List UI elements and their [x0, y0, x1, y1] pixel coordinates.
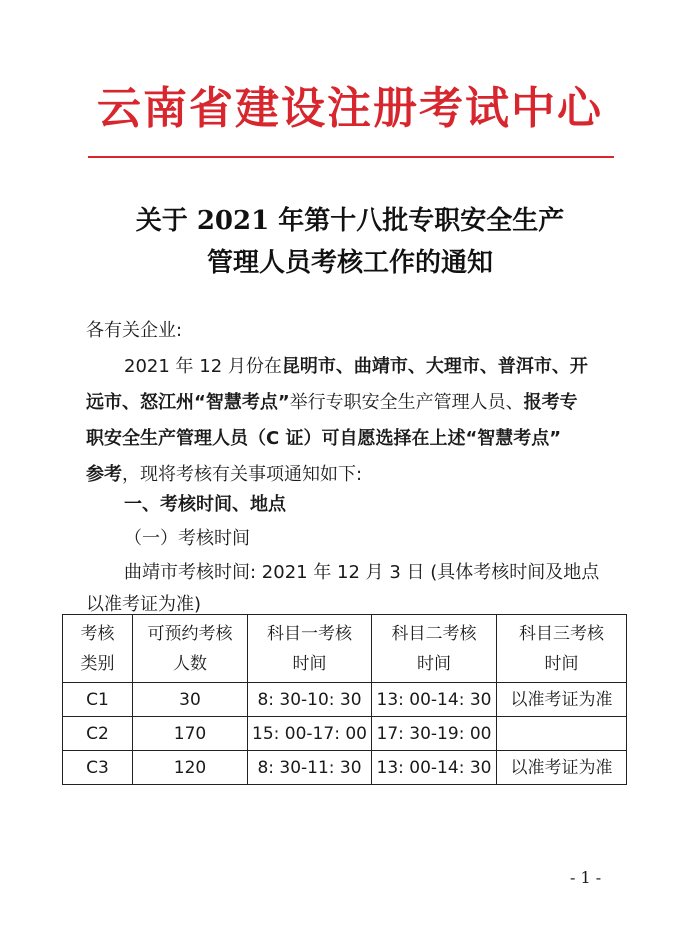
p1-text: 2021 年 12 月份在 [124, 356, 282, 377]
section-1-heading: 一、考核时间、地点 [124, 494, 286, 515]
exam-time-note: 曲靖市考核时间: 2021 年 12 月 3 日 (具体考核时间及地点 [124, 562, 600, 583]
page-number: - 1 - [570, 868, 602, 887]
p1-cities: 昆明市、曲靖市、大理市、普洱市、开 [281, 356, 588, 377]
p1-bold-2: 报考专 [523, 392, 578, 413]
p1-text-4: ，现将考核有关事项通知如下: [122, 464, 363, 485]
table-row: C1 30 8: 30-10: 30 13: 00-14: 30 以准考证为准 [63, 683, 627, 717]
paragraph-line-4 [86, 460, 362, 486]
subsection-1-heading: （一）考核时间 [124, 528, 250, 549]
p1-text-2: 举行专职安全生产管理人员、 [289, 392, 524, 413]
salutation: 各有关企业: [86, 320, 183, 341]
p1-bold-4: 参考 [86, 464, 122, 485]
paragraph-line-3: 职安全生产管理人员（C 证）可自愿选择在上述“智慧考点” [86, 428, 562, 449]
paragraph-line-2 [86, 388, 578, 414]
p1-cities-cont: 远市、怒江州“智慧考点” [86, 392, 290, 413]
document-title-line-2: 管理人员考核工作的通知 [206, 248, 493, 278]
header-cell-subject-1: 科目一考核 时间 [248, 615, 372, 683]
exam-schedule-table [62, 614, 627, 785]
exam-time-note-cont: 以准考证为准) [86, 594, 202, 615]
table-row: C2 170 15: 00-17: 00 17: 30-19: 00 [63, 717, 627, 751]
header-cell-category: 考核 类别 [63, 615, 133, 683]
table-header-row [63, 615, 627, 683]
header-cell-subject-2: 科目二考核 时间 [372, 615, 497, 683]
header-red-rule [88, 156, 614, 158]
paragraph-line-1 [124, 352, 588, 378]
header-cell-capacity: 可预约考核 人数 [133, 615, 248, 683]
document-title-line-1: 关于 2021 年第十八批专职安全生产 [135, 206, 565, 236]
header-cell-subject-3: 科目三考核 时间 [497, 615, 627, 683]
table-row: C3 120 8: 30-11: 30 13: 00-14: 30 以准考证为准 [63, 751, 627, 785]
org-header: 云南省建设注册考试中心 [97, 83, 603, 134]
